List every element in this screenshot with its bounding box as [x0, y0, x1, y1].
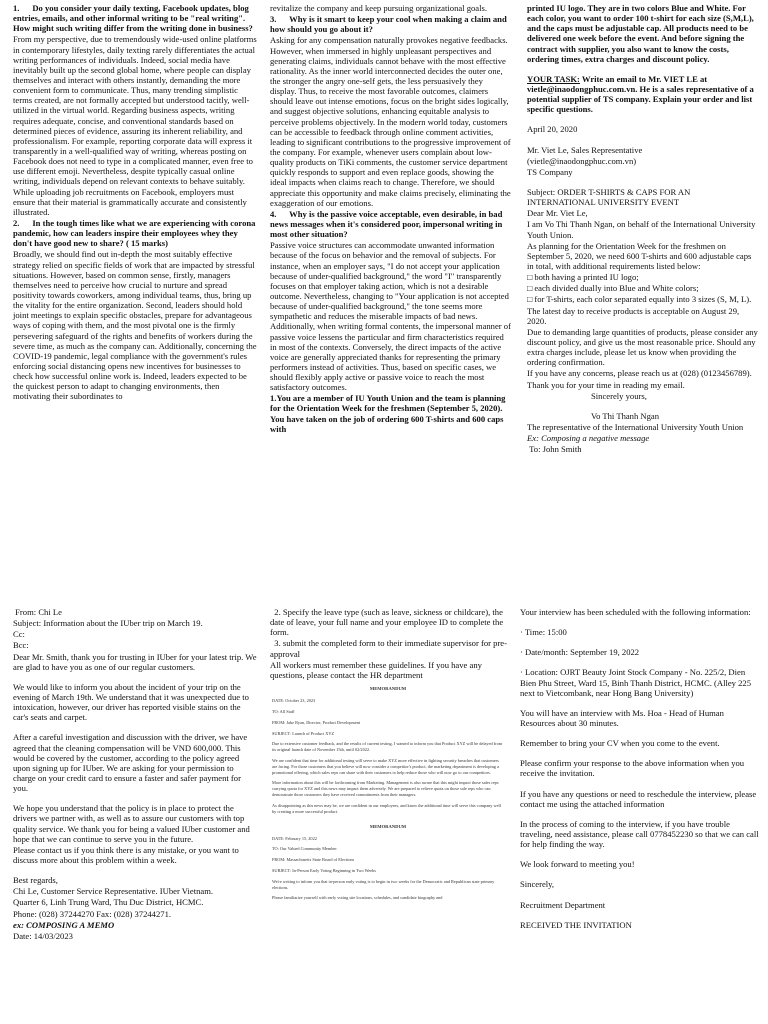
col4-paragraph: Dear Mr. Smith, thank you for trusting in IUber for your latest trip. We are glad to have you as one of our regular customers.	[13, 651, 259, 672]
memo-line: SUBJECT: In-Person Early Voting Beginning in Two Weeks	[272, 867, 376, 873]
col1-paragraph: 1. Do you consider your daily texting, Facebook updates, blog entries, emails, and other informal writing to be "real writing". How might such writing differ from the writing done in business?	[13, 3, 253, 34]
col2-paragraph: 3. Why is it smart to keep your cool when making a claim and how should you go about it?	[270, 14, 509, 35]
col1-paragraph: 2. In the tough times like what we are experiencing with corona pandemic, how can leaders inspire their employees whey they don't have good new to share? ( 15 marks)	[13, 217, 258, 249]
spacer	[13, 794, 257, 803]
col3-paragraph: To: John Smith	[527, 444, 582, 455]
text-column-2	[270, 3, 514, 585]
spacer	[520, 658, 760, 667]
col3-paragraph: □ for T-shirts, each color separated equally into 3 sizes (S, M, L).	[527, 294, 752, 305]
spacer	[520, 729, 760, 738]
col4-paragraph: Date: 14/03/2023	[13, 930, 73, 941]
memo-line: Please familiarize yourself with early voting site locations, schedules, and candidate biography and	[272, 895, 443, 901]
col6-paragraph: Please confirm your response to the above information when you receive the invitation.	[520, 758, 747, 779]
memo-line: We're writing to inform you that in-person early voting is to begin in two weeks for the Democratic and Republican state primary elections.	[272, 878, 495, 890]
col3-paragraph: I am Vo Thi Thanh Ngan, on behalf of the International University Youth Union.	[527, 219, 758, 240]
col3-paragraph: Vo Thi Thanh Ngan	[591, 410, 660, 421]
col4-paragraph: Chi Le, Customer Service Representative. IUber Vietnam.	[13, 886, 214, 897]
col4-paragraph: Subject: Information about the IUber trip on March 19.	[13, 618, 203, 629]
col3-paragraph: Sincerely yours,	[591, 390, 647, 401]
col6-paragraph: If you have any questions or need to reschedule the interview, please contact me using the attached information	[520, 788, 759, 809]
col3-paragraph: The representative of the International University Youth Union	[527, 421, 744, 432]
col3-paragraph: As planning for the Orientation Week for the freshmen on September 5, 2020, we need 600 T-shirts and 600 adjustable caps in total, with additional requirements listed below:	[527, 240, 754, 271]
col3-paragraph: Dear Mr. Viet Le,	[527, 208, 588, 219]
col3-paragraph: April 20, 2020	[527, 124, 578, 135]
col4-paragraph: After a careful investigation and discussion with the driver, we have agreed that the cleaning compensation will be VND 600,000. This would be covered by the customer, according to the policy agreed upon signing up for IUber. We are asking for your permission to charge on your credit card to ensure a faster and safer payment for you.	[13, 732, 250, 794]
memo-line: TO: All Staff	[272, 708, 295, 714]
col2-paragraph: 1.You are a member of IU Youth Union and the team is planning for the Orientation Week for the freshmen (September 5, 2020). You have taken on the job of ordering 600 T-shirts and 600 caps with	[270, 393, 508, 434]
col3-paragraph: If you have any concerns, please reach us at (028) (0123456789).	[527, 368, 752, 379]
task-label: YOUR TASK:	[527, 73, 580, 84]
col4-paragraph: ex: COMPOSING A MEMO	[13, 919, 115, 930]
col5-paragraph: 3. submit the completed form to their immediate supervisor for pre-approval	[270, 638, 507, 659]
col6-paragraph: · Location: OJRT Beauty Joint Stock Company - No. 225/2, Dien Bien Phu Street, Ward 15, Binh Thanh District, HCMC. (Alley 225 next to Vietcombank, near Hong Bang University)	[520, 667, 754, 698]
col4-paragraph: Please contact us if you think there is any mistake, or you want to discuss more about this problem within a week.	[13, 844, 241, 865]
text-column-3	[527, 3, 759, 585]
col6-paragraph: Your interview has been scheduled with the following information:	[520, 607, 751, 617]
col3-paragraph: TS Company	[527, 166, 573, 177]
memo-line: We are confident that time for additional testing will serve to make XYZ more effective in fighting security breaches that customers are facing. For those customers that you believe will now consider a competitor's product, the marketing department is developing a promotional offering, which sales reps can share with their customers to help reduce those who will now go to our competitors.	[272, 757, 499, 775]
col4-paragraph: Quarter 6, Linh Trung Ward, Thu Duc District, HCMC.	[13, 897, 204, 908]
col6-paragraph: · Time: 15:00	[520, 627, 567, 638]
text-column-5	[270, 607, 511, 683]
col4-paragraph: We would like to inform you about the incident of your trip on the evening of March 19th. We understand that it was unexpected due to intoxication, however, our driver has reported visible stains on the car's seats and carpet.	[13, 681, 252, 723]
spacer	[520, 911, 760, 920]
col4-paragraph: Phone: (028) 37244270 Fax: (028) 37244271.	[13, 908, 172, 919]
col3-paragraph: Subject: ORDER T-SHIRTS & CAPS FOR AN INTERNATIONAL UNIVERSITY EVENT	[527, 186, 693, 208]
memo-line: More information about this will be forthcoming from Marketing. Management is also aware that this might impact those sales reps carrying quota for XYZ and this news may impact them adversely. We are prepared to relieve quota on those sale reps who can demonstrate those customers they have received commitments from their managers.	[272, 780, 499, 797]
col5-paragraph: All workers must remember these guidelines. If you have any questions, please contact the HR department	[270, 659, 485, 680]
col3-paragraph: □ each divided dually into Blue and White colors;	[527, 283, 699, 294]
col4-paragraph: Best regards,	[13, 875, 58, 886]
col6-paragraph: · Date/month: September 19, 2022	[520, 647, 640, 658]
memo-title: MEMORANDUM	[369, 686, 407, 691]
spacer	[13, 866, 257, 875]
spacer	[520, 891, 760, 900]
spacer	[527, 402, 759, 411]
col2-paragraph: 4. Why is the passive voice acceptable, even desirable, in bad news messages when it's considered poor, impersonal writing in most other situation?	[270, 208, 505, 240]
spacer	[520, 850, 760, 859]
col6-paragraph: In the process of coming to the interview, if you have trouble traveling, need assistance, please call 0778452230 so that we can call for help finding the way.	[520, 818, 761, 850]
col3-paragraph: Ex: Composing a negative message	[527, 433, 650, 444]
col4-paragraph: Cc:	[13, 629, 25, 640]
col6-paragraph: You will have an interview with Ms. Hoa - Head of Human Resources about 30 minutes.	[520, 707, 727, 728]
spacer	[527, 178, 759, 187]
col5-paragraph: 2. Specify the leave type (such as leave, sickness or childcare), the date of leave, your full name and your employee ID to complete the form.	[270, 607, 506, 638]
memo-line: TO: Our Valued Community Member	[272, 846, 337, 852]
col6-paragraph: Remember to bring your CV when you come to the event.	[520, 738, 720, 749]
spacer	[520, 810, 760, 819]
col3-paragraph: printed IU logo. They are in two colors Blue and White. For each color, you want to order 100 t-shirt for each size (S,M,L), and the caps must be adjustable cap. All products need to be delivered one week before the event. And before signing the contract with supplier, you also want to know the costs, ordering times, extra charges and discount policy.	[527, 3, 756, 64]
col6-paragraph: We look forward to meeting you!	[520, 859, 635, 870]
col3-paragraph: (vietle@inaodongphuc.com.vn)	[527, 155, 637, 166]
spacer	[527, 65, 759, 74]
spacer	[520, 780, 760, 789]
spacer	[520, 638, 760, 647]
text-column-6	[520, 607, 760, 1024]
memo-line: SUBJECT: Launch of Product XYZ	[272, 730, 335, 736]
col3-paragraph: Due to demanding large quantities of products, please consider any discount policy, and give us the most reasonable price. Should any extra charges include, please let us know when providing the ordering confirmation.	[527, 326, 761, 368]
spacer	[520, 749, 760, 758]
col3-paragraph: Mr. Viet Le, Sales Representative	[527, 144, 643, 155]
memo-title: MEMORANDUM	[369, 824, 407, 830]
col2-paragraph: revitalize the company and keep pursuing organizational goals.	[270, 3, 488, 13]
col3-paragraph: □ both having a printed IU logo;	[527, 272, 639, 283]
col6-paragraph: RECEIVED THE INVITATION	[520, 919, 632, 930]
spacer	[520, 870, 760, 879]
col3-paragraph: The latest day to receive products is acceptable on August 29, 2020.	[527, 305, 742, 326]
col6-paragraph: Sincerely,	[520, 879, 555, 890]
spacer	[527, 136, 759, 145]
memo-line: As disappointing as this news may be, we are confident in our employees, and know the additional time will serve this company well by creating a more successful product.	[272, 802, 501, 814]
col2-paragraph: Asking for any compensation naturally provokes negative feedbacks. However, when immersed in highly unpleasant perspectives and generating claims, individuals cannot behave with the most effective rationality. As the inner world interconnected decides the outer one, the stronger the angry one-self gets, the less persuasively they display. Thus, to receive the most favorable outcomes, claimers should leave out intense emotions, focus on the bright sides logically, and suggest objective solutions, enhancing equitable analysis to perceive problems objectively. In the modern world today, customers can be accessible to feedback through online comment activities, leading to significant contributions to the progressive improvement of the company. For example, whenever users complain about low-quality products on TiKi comments, the customer service department quickly responds to support and even replace goods, showing the ideal impacts when claims reach to change. Therefore, we should appreciate this opportunity and make claims precisely, eliminating the exaggeration of our emotions.	[270, 35, 513, 208]
spacer	[13, 673, 257, 682]
memo-line: Due to extensive customer feedback, and the results of current testing, I wanted to inform you that Product XYZ will be delayed from its original launch date of November 15th, until 02/2022.	[272, 741, 503, 753]
memo-line: FROM: Jake Ryan, Director, Product Development	[272, 719, 361, 725]
col4-paragraph: From: Chi Le	[13, 607, 62, 617]
memo-image	[272, 684, 504, 1024]
memo-line: FROM: Massachusetts State Board of Elections	[272, 857, 355, 863]
memo-line: DATE: February 15, 2022	[272, 835, 317, 841]
text-column-4	[13, 607, 257, 1024]
col3-paragraph: YOUR TASK: Write an email to Mr. VIET LE at vietle@inaodongphuc.com.vn. He is a sales representative of a potential supplier of TS company. Explain your order and list specific questions.	[527, 73, 756, 115]
text-column-1	[13, 3, 257, 585]
col3-paragraph: Thank you for your time in reading my email.	[527, 379, 685, 390]
col6-paragraph: Recruitment Department	[520, 899, 606, 910]
spacer	[520, 618, 760, 627]
memo-line: DATE: October 23, 2023	[272, 698, 316, 704]
col4-paragraph: Bcc:	[13, 640, 29, 651]
col4-paragraph: We hope you understand that the policy is in place to protect the drivers we partner with, as well as to assure our customers with top quality service. We thank you for being a valued IUber customer and hope that we can continue to serve you in the future.	[13, 803, 252, 844]
spacer	[13, 723, 257, 732]
col1-paragraph: Broadly, we should find out in-depth the most suitably effective strategy relied on specific fields of work that are impacted by stressful situations. However, based on common sense, firstly, managers themselves need to perceive how crucial to nurture and spread positivity towards coworkers, among individual teams, thus, bring up the vitality for the entire organization. Second, leaders should hold joint meetings to explain specific obstacles, prepare for advantageous ways of coping with them, and the most pivotal one is the firmly persevering safeguard of the rights and benefits of workers during the severe time, as much as the company can. Additionally, concerning the COVID-19 pandemic, legal compliance with the government's rules enforcing social distancing opens new incentives for businesses to check how successful online work is. Indeed, leaders expected to be the quickest person to adapt to changing environments, then motivating their subordinates to	[13, 249, 259, 402]
col1-paragraph: From my perspective, due to tremendously wide-used online platforms in contemporary lifestyles, daily texting rarely differentiates the actual writing performances of individuals. Indeed, social media have inevitably built up the second global home, where people can display themselves and interact with others instantly, demanding the more convenient form to communicate. Thus, many trending simplistic terms created, are not formally accepted but understood tacitly, well-utilized in the virtual world. Regarding business aspects, writing requires adequate, concise, and conventional standards based on determined pieces of evidence, assuring its inherent reliability, and professionalism. For example, reporting corporate data will express it transparently in a well-qualified way of writing, whereas posting on Facebook does not need to type in a complicated manner, even free to use different emoji. Nevertheless, despite typically casual online writing, individuals depend on relevant contexts to behave suitably. While uploading job recruitments on Facebook, employers must ensure that their material is grammatically accurate and consistently illustrated.	[13, 34, 259, 217]
spacer	[527, 115, 759, 124]
spacer	[520, 699, 760, 708]
col2-paragraph: Passive voice structures can accommodate unwanted information because of the focus on behavior and the removal of subjects. For instance, when an employer says, "I do not accept your application because of under-qualified background," the word "I" transparently focuses on that employer taking action, which is not a desirable outcome. Nevertheless, changing to "Your application is not accepted because of under-qualified background," the tone seems more sympathetic and reduces the miserable impacts of bad news. Additionally, when writing formal contents, the impersonal manner of passive voice lessens the particular and firm characteristics required in most of the contexts. Conversely, the direct impacts of the active voice are generally appreciated thanks for representing the primary performers instead of activities. Thus, based on specific cases, we should flexibly apply active or passive voice to reach the most satisfactory outcomes.	[270, 240, 514, 393]
